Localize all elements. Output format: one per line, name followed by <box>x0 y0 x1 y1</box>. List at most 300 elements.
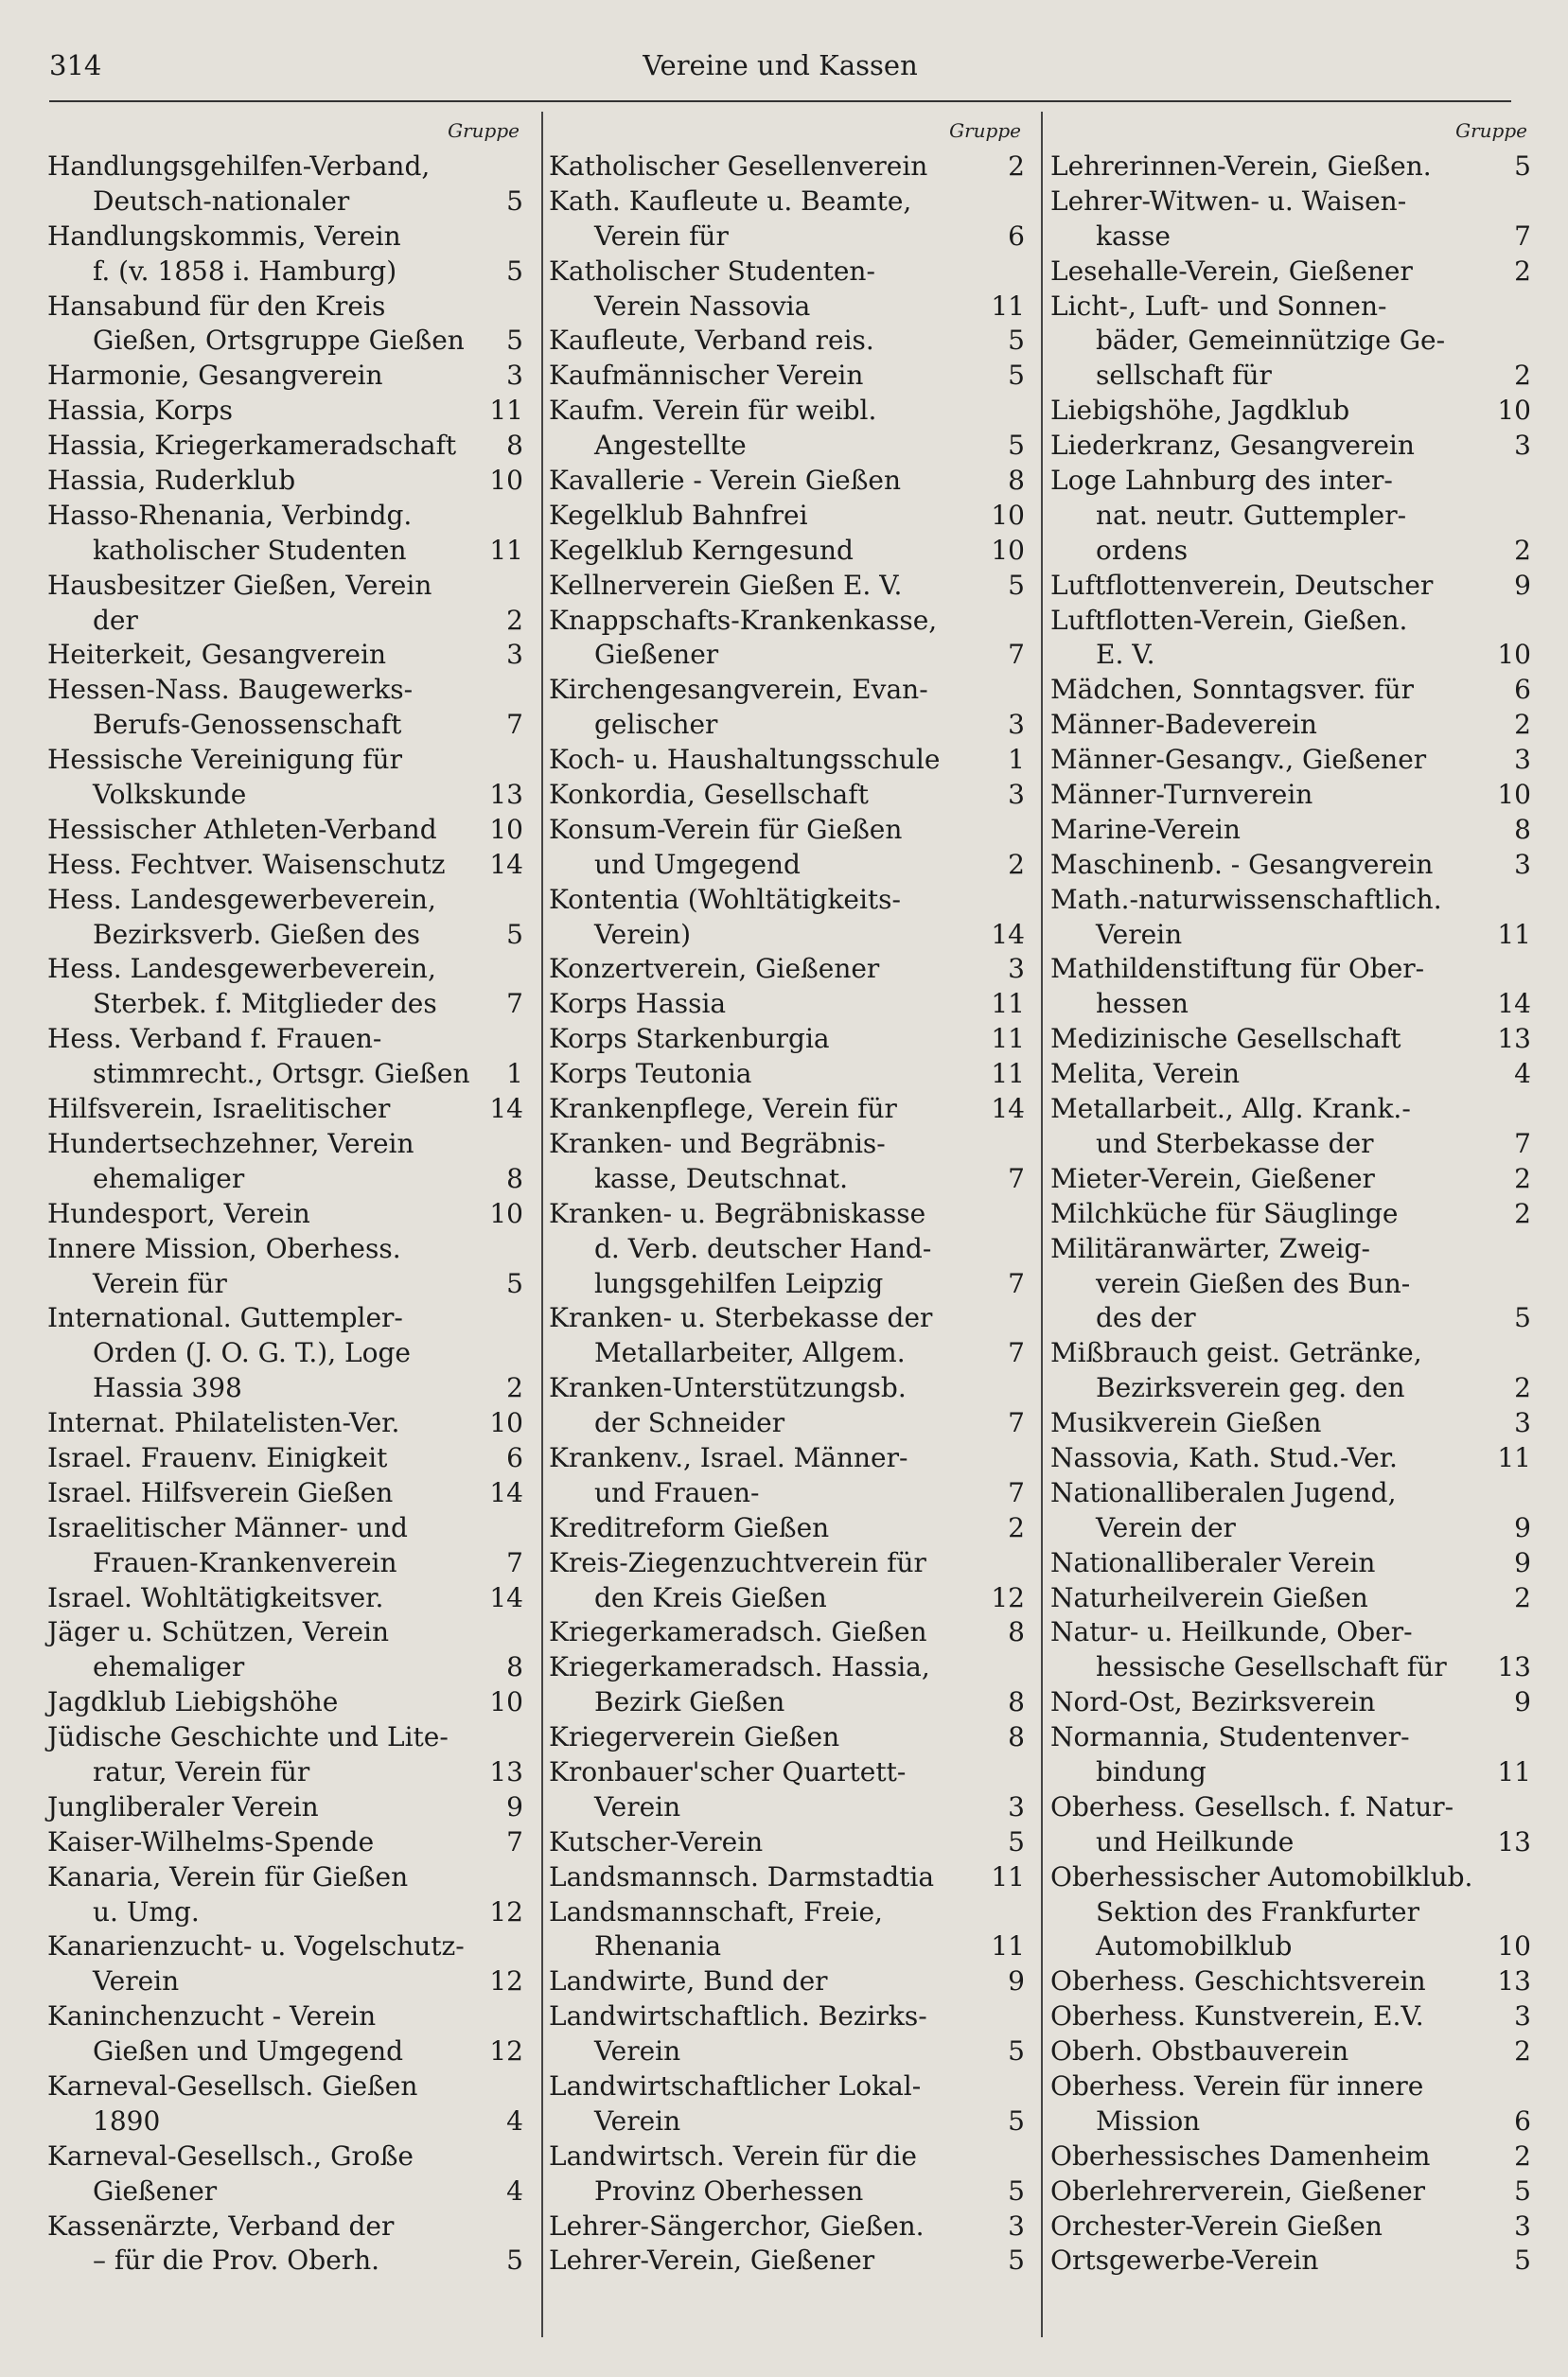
entry-name: Kaufm. Verein für weibl. <box>549 395 877 427</box>
group-number: 5 <box>506 185 523 217</box>
index-entry <box>1050 1162 1533 1197</box>
page-number: 314 <box>49 49 102 81</box>
entry-continuation: hessische Gesellschaft für <box>1096 1651 1447 1683</box>
index-entry <box>47 1615 525 1685</box>
index-entry <box>549 534 1027 569</box>
group-number: 9 <box>1008 1965 1025 1998</box>
entry-name: Hasso-Rhenania, Verbindg. <box>47 499 413 531</box>
entry-name: Korps Hassia <box>549 988 727 1020</box>
entry-name: Kreis-Ziegenzuchtverein für <box>549 1546 926 1578</box>
entry-name: Mißbrauch geist. Getränke, <box>1050 1337 1422 1369</box>
index-entry <box>47 1441 525 1476</box>
index-entry <box>549 1092 1027 1127</box>
entry-name: Handlungsgehilfen-Verband, <box>47 150 431 182</box>
index-entry <box>549 604 1027 674</box>
group-number: 5 <box>1514 1302 1531 1334</box>
entry-name: Luftflotten-Verein, Gießen. <box>1050 604 1408 636</box>
group-number: 2 <box>1008 1511 1025 1543</box>
group-number: 5 <box>1008 325 1025 357</box>
index-entry <box>549 2244 1027 2279</box>
index-entry <box>47 813 525 848</box>
group-number: 9 <box>1514 569 1531 601</box>
group-number: 7 <box>506 709 523 741</box>
entry-name: Lehrer-Sängerchor, Gießen. <box>549 2210 925 2242</box>
entry-name: Lehrerinnen-Verein, Gießen. <box>1050 150 1432 182</box>
column-divider <box>541 112 543 2337</box>
index-entry <box>549 987 1027 1022</box>
entry-name: Harmonie, Gesangverein <box>47 360 383 392</box>
index-entry <box>549 1546 1027 1616</box>
group-number: 5 <box>506 1267 523 1299</box>
group-number: 10 <box>489 813 523 845</box>
entry-name: Kellnerverein Gießen E. V. <box>549 569 903 601</box>
entry-continuation: hessen <box>1096 988 1189 1020</box>
entry-name: Naturheilverein Gießen <box>1050 1581 1368 1613</box>
group-column-label: Gruppe <box>448 119 520 142</box>
group-number: 7 <box>1514 1127 1531 1159</box>
entry-name: Melita, Verein <box>1050 1058 1241 1090</box>
entry-name: Lesehalle-Verein, Gießener <box>1050 255 1413 287</box>
index-entry <box>549 2139 1027 2210</box>
index-entry <box>549 1999 1027 2069</box>
entry-list <box>47 150 525 2279</box>
entry-name: Männer-Turnverein <box>1050 779 1313 811</box>
group-number: 4 <box>506 2104 523 2137</box>
group-number: 14 <box>991 1093 1025 1125</box>
group-number: 7 <box>1008 1407 1025 1439</box>
group-number: 14 <box>489 1093 523 1125</box>
index-entry <box>47 1406 525 1441</box>
entry-name: International. Guttempler- <box>47 1302 403 1334</box>
entry-name: Kriegerkameradsch. Gießen <box>549 1616 927 1648</box>
index-entry <box>1050 673 1533 708</box>
entry-continuation: gelischer <box>594 709 718 741</box>
entry-name: Hessischer Athleten-Verband <box>47 813 437 845</box>
entry-name: Hess. Verband f. Frauen- <box>47 1023 382 1055</box>
entry-name: Natur- u. Heilkunde, Ober- <box>1050 1616 1413 1648</box>
index-entry <box>1050 708 1533 743</box>
entry-continuation: Frauen-Krankenverein <box>93 1546 397 1578</box>
index-entry <box>549 1057 1027 1092</box>
entry-continuation: u. Umg. <box>93 1895 200 1928</box>
entry-name: Luftflottenverein, Deutscher <box>1050 569 1434 601</box>
group-number: 2 <box>1514 255 1531 287</box>
index-entry <box>1050 2210 1533 2245</box>
group-number: 5 <box>1514 150 1531 182</box>
group-number: 7 <box>1008 1337 1025 1369</box>
group-number: 5 <box>506 918 523 950</box>
group-number: 10 <box>489 1686 523 1718</box>
entry-continuation: Rhenania <box>594 1930 722 1963</box>
entry-continuation: kasse <box>1096 220 1171 252</box>
entry-continuation: Provinz Oberhessen <box>594 2175 864 2207</box>
index-entry <box>549 1371 1027 1441</box>
index-entry <box>1050 1615 1533 1685</box>
entry-name: Konzertverein, Gießener <box>549 953 880 985</box>
index-entry <box>549 1127 1027 1197</box>
group-number: 5 <box>1008 2035 1025 2068</box>
index-entry <box>47 1790 525 1825</box>
index-entry <box>549 1825 1027 1860</box>
entry-list <box>1050 150 1533 2279</box>
index-entry <box>1050 1197 1533 1232</box>
entry-continuation: Deutsch-nationaler <box>93 185 350 217</box>
group-number: 10 <box>991 499 1025 531</box>
index-entry <box>1050 1546 1533 1581</box>
entry-name: Liederkranz, Gesangverein <box>1050 430 1415 462</box>
entry-continuation: ehemaliger <box>93 1651 245 1683</box>
index-entry <box>549 673 1027 743</box>
group-number: 5 <box>1008 2175 1025 2207</box>
index-entry <box>47 464 525 499</box>
entry-name: Israelitischer Männer- und <box>47 1511 408 1543</box>
index-entry <box>1050 394 1533 429</box>
group-number: 13 <box>489 779 523 811</box>
entry-continuation: des der <box>1096 1302 1196 1334</box>
group-number: 3 <box>1008 709 1025 741</box>
index-entry <box>549 1860 1027 1895</box>
index-entry <box>47 1197 525 1232</box>
entry-name: Lehrer-Verein, Gießener <box>549 2245 875 2277</box>
entry-name: Hassia, Kriegerkameradschaft <box>47 430 457 462</box>
entry-name: Math.-naturwissenschaftlich. <box>1050 883 1442 915</box>
group-number: 11 <box>991 1860 1025 1893</box>
entry-name: Korps Teutonia <box>549 1058 752 1090</box>
index-entry <box>47 290 525 360</box>
entry-name: Oberlehrerverein, Gießener <box>1050 2175 1426 2207</box>
index-entry <box>47 673 525 743</box>
entry-name: Milchküche für Säuglinge <box>1050 1197 1399 1229</box>
group-number: 3 <box>1514 2000 1531 2033</box>
entry-continuation: Volkskunde <box>93 779 247 811</box>
entry-name: Hilfsverein, Israelitischer <box>47 1093 391 1125</box>
index-entry <box>47 394 525 429</box>
entry-list <box>549 150 1027 2279</box>
group-column-label: Gruppe <box>949 119 1021 142</box>
entry-name: Katholischer Studenten- <box>549 255 875 287</box>
entry-name: Israel. Frauenv. Einigkeit <box>47 1441 388 1473</box>
entry-name: Konsum-Verein für Gießen <box>549 813 903 845</box>
index-entry <box>47 1720 525 1790</box>
group-number: 14 <box>1497 988 1531 1020</box>
index-entry <box>47 1685 525 1720</box>
index-entry <box>1050 1964 1533 1999</box>
group-number: 7 <box>506 988 523 1020</box>
group-number: 14 <box>489 1476 523 1508</box>
entry-name: Kanarienzucht- u. Vogelschutz- <box>47 1930 465 1963</box>
index-entry <box>47 429 525 464</box>
index-entry <box>549 464 1027 499</box>
entry-name: Karneval-Gesellsch. Gießen <box>47 2069 418 2102</box>
entry-name: Israel. Hilfsverein Gießen <box>47 1476 394 1508</box>
group-number: 5 <box>1008 2245 1025 2277</box>
index-entry <box>47 1476 525 1511</box>
index-entry <box>1050 1581 1533 1616</box>
entry-name: Koch- u. Haushaltungsschule <box>549 744 941 776</box>
entry-name: Kriegerverein Gießen <box>549 1721 840 1753</box>
index-entry <box>47 1860 525 1930</box>
entry-name: Medizinische Gesellschaft <box>1050 1023 1401 1055</box>
index-entry <box>47 1092 525 1127</box>
group-number: 4 <box>506 2175 523 2207</box>
entry-continuation: und Frauen- <box>594 1476 760 1508</box>
entry-name: Orchester-Verein Gießen <box>1050 2210 1383 2242</box>
entry-name: Hassia, Ruderklub <box>47 465 296 497</box>
entry-name: Nationalliberalen Jugend, <box>1050 1476 1397 1508</box>
group-number: 2 <box>1008 150 1025 182</box>
entry-continuation: Sterbek. f. Mitglieder des <box>93 988 437 1020</box>
entry-continuation: Angestellte <box>594 430 747 462</box>
entry-name: Landwirtschaftlich. Bezirks- <box>549 2000 927 2033</box>
entry-continuation: ratur, Verein für <box>93 1755 310 1787</box>
group-number: 5 <box>506 325 523 357</box>
column-divider <box>1041 112 1043 2337</box>
group-number: 7 <box>506 1546 523 1578</box>
entry-name: Hassia, Korps <box>47 395 233 427</box>
group-number: 11 <box>489 534 523 566</box>
index-entry <box>1050 604 1533 674</box>
index-entry <box>1050 2139 1533 2175</box>
index-entry <box>549 1441 1027 1511</box>
entry-name: Oberhess. Verein für innere <box>1050 2069 1424 2102</box>
column-2 <box>549 112 1027 2345</box>
entry-name: Krankenv., Israel. Männer- <box>549 1441 908 1473</box>
group-number: 6 <box>1008 220 1025 252</box>
entry-name: Oberh. Obstbauverein <box>1050 2035 1349 2068</box>
group-number: 6 <box>1514 674 1531 706</box>
group-number: 8 <box>506 430 523 462</box>
entry-continuation: d. Verb. deutscher Hand- <box>594 1232 932 1264</box>
index-entry <box>1050 569 1533 604</box>
index-entry <box>47 743 525 813</box>
group-number: 12 <box>489 1965 523 1998</box>
index-entry <box>1050 1057 1533 1092</box>
group-number: 7 <box>1008 1162 1025 1194</box>
index-entry <box>549 569 1027 604</box>
entry-name: Jäger u. Schützen, Verein <box>47 1616 390 1648</box>
group-number: 3 <box>506 639 523 671</box>
index-entry <box>47 569 525 639</box>
entry-name: Hundesport, Verein <box>47 1197 310 1229</box>
group-number: 10 <box>1497 395 1531 427</box>
index-entry <box>549 778 1027 813</box>
entry-name: Landsmannschaft, Freie, <box>549 1895 883 1928</box>
entry-continuation: stimmrecht., Ortsgr. Gießen <box>93 1058 470 1090</box>
entry-name: Jungliberaler Verein <box>47 1790 319 1822</box>
entry-name: Musikverein Gießen <box>1050 1407 1322 1439</box>
group-number: 11 <box>991 1058 1025 1090</box>
entry-continuation: Mission <box>1096 2104 1201 2137</box>
group-number: 12 <box>489 1895 523 1928</box>
entry-continuation: lungsgehilfen Leipzig <box>594 1267 884 1299</box>
entry-name: Ortsgewerbe-Verein <box>1050 2245 1319 2277</box>
entry-name: Kranken-Unterstützungsb. <box>549 1372 907 1404</box>
entry-name: Kirchengesangverein, Evan- <box>549 674 928 706</box>
group-number: 5 <box>1514 2245 1531 2277</box>
entry-continuation: Berufs-Genossenschaft <box>93 709 402 741</box>
group-number: 7 <box>1008 1267 1025 1299</box>
group-number: 10 <box>1497 639 1531 671</box>
index-entry <box>47 1929 525 1999</box>
entry-continuation: den Kreis Gießen <box>594 1581 827 1613</box>
group-number: 2 <box>1514 709 1531 741</box>
entry-continuation: Verein <box>1096 918 1183 950</box>
entry-continuation: Gießen und Umgegend <box>93 2035 404 2068</box>
entry-name: Kanaria, Verein für Gießen <box>47 1860 409 1893</box>
group-number: 8 <box>1008 1616 1025 1648</box>
entry-name: Metallarbeit., Allg. Krank.- <box>1050 1093 1411 1125</box>
index-entry <box>549 2069 1027 2139</box>
group-number: 10 <box>489 1407 523 1439</box>
group-number: 11 <box>991 988 1025 1020</box>
group-number: 3 <box>1514 744 1531 776</box>
entry-name: Internat. Philatelisten-Ver. <box>47 1407 400 1439</box>
entry-continuation: – für die Prov. Oberh. <box>93 2245 380 2277</box>
entry-continuation: Verein) <box>594 918 692 950</box>
group-number: 10 <box>1497 1930 1531 1963</box>
entry-name: Hausbesitzer Gießen, Verein <box>47 569 432 601</box>
index-entry <box>1050 1790 1533 1860</box>
entry-name: Oberhess. Kunstverein, E.V. <box>1050 2000 1424 2033</box>
index-entry <box>1050 1860 1533 1965</box>
index-entry <box>1050 778 1533 813</box>
entry-name: Männer-Badeverein <box>1050 709 1317 741</box>
entry-continuation: Hassia 398 <box>93 1372 242 1404</box>
entry-continuation: Verein für <box>93 1267 227 1299</box>
index-entry <box>549 1650 1027 1720</box>
index-entry <box>1050 255 1533 290</box>
entry-name: Konkordia, Gesellschaft <box>549 779 869 811</box>
index-entry <box>549 1895 1027 1965</box>
group-number: 3 <box>1514 1407 1531 1439</box>
entry-name: Landwirte, Bund der <box>549 1965 828 1998</box>
index-entry <box>47 2139 525 2210</box>
group-number: 8 <box>1008 1686 1025 1718</box>
entry-name: Mädchen, Sonntagsver. für <box>1050 674 1415 706</box>
entry-name: Jüdische Geschichte und Lite- <box>47 1721 449 1753</box>
entry-continuation: Verein <box>594 2104 681 2137</box>
index-entry <box>1050 952 1533 1022</box>
entry-continuation: bäder, Gemeinnützige Ge- <box>1096 325 1446 357</box>
entry-name: Kutscher-Verein <box>549 1825 764 1858</box>
entry-name: Jagdklub Liebigshöhe <box>47 1686 339 1718</box>
group-number: 11 <box>991 290 1025 322</box>
group-number: 5 <box>1514 2175 1531 2207</box>
group-number: 2 <box>1514 2035 1531 2068</box>
entry-name: Kriegerkameradsch. Hassia, <box>549 1651 930 1683</box>
group-number: 4 <box>1514 1058 1531 1090</box>
index-entry <box>1050 1720 1533 1790</box>
entry-continuation: Orden (J. O. G. T.), Loge <box>93 1337 411 1369</box>
entry-name: Karneval-Gesellsch., Große <box>47 2139 414 2172</box>
entry-name: Mieter-Verein, Gießener <box>1050 1162 1375 1194</box>
group-number: 13 <box>489 1755 523 1787</box>
entry-name: Kaiser-Wilhelms-Spende <box>47 1825 375 1858</box>
entry-name: Nationalliberaler Verein <box>1050 1546 1376 1578</box>
index-entry <box>47 1825 525 1860</box>
entry-name: Hansabund für den Kreis <box>47 290 386 322</box>
group-number: 14 <box>489 1581 523 1613</box>
entry-continuation: Gießener <box>93 2175 218 2207</box>
index-entry <box>1050 2034 1533 2069</box>
index-entry <box>549 1964 1027 1999</box>
entry-name: Oberhessischer Automobilklub. <box>1050 1860 1473 1893</box>
index-entry <box>1050 743 1533 778</box>
group-number: 9 <box>1514 1546 1531 1578</box>
group-number: 13 <box>1497 1825 1531 1858</box>
index-entry <box>1050 1999 1533 2034</box>
entry-name: Israel. Wohltätigkeitsver. <box>47 1581 384 1613</box>
entry-name: Oberhessisches Damenheim <box>1050 2139 1431 2172</box>
column-1 <box>47 112 525 2345</box>
index-entry <box>47 1581 525 1616</box>
group-number: 5 <box>506 255 523 287</box>
column-3 <box>1050 112 1533 2345</box>
entry-continuation: Verein <box>594 1790 681 1822</box>
entry-name: Kaninchenzucht - Verein <box>47 2000 377 2033</box>
index-entry <box>1050 813 1533 848</box>
entry-continuation: f. (v. 1858 i. Hamburg) <box>93 255 397 287</box>
index-entry <box>47 499 525 569</box>
entry-name: Kaufmännischer Verein <box>549 360 864 392</box>
group-number: 8 <box>1008 1721 1025 1753</box>
index-entry <box>549 394 1027 464</box>
group-number: 13 <box>1497 1965 1531 1998</box>
index-entry <box>47 1999 525 2069</box>
entry-name: Hess. Landesgewerbeverein, <box>47 953 436 985</box>
index-entry <box>549 1615 1027 1650</box>
index-entry <box>47 638 525 673</box>
group-number: 5 <box>1008 430 1025 462</box>
entry-continuation: Bezirksverein geg. den <box>1096 1372 1405 1404</box>
group-number: 6 <box>1514 2104 1531 2137</box>
group-number: 5 <box>1008 360 1025 392</box>
entry-continuation: Verein <box>93 1965 180 1998</box>
entry-name: Männer-Gesangv., Gießener <box>1050 744 1427 776</box>
group-number: 2 <box>506 1372 523 1404</box>
entry-name: Kavallerie - Verein Gießen <box>549 465 902 497</box>
group-number: 11 <box>991 1023 1025 1055</box>
index-entry <box>549 1755 1027 1825</box>
entry-name: Hess. Fechtver. Waisenschutz <box>47 848 446 880</box>
entry-name: Oberhess. Gesellsch. f. Natur- <box>1050 1790 1454 1822</box>
group-number: 10 <box>991 534 1025 566</box>
index-entry <box>47 1022 525 1092</box>
page-header <box>49 49 1511 91</box>
index-entry <box>1050 1022 1533 1057</box>
index-entry <box>1050 1336 1533 1406</box>
entry-name: Kegelklub Kerngesund <box>549 534 854 566</box>
group-number: 3 <box>506 360 523 392</box>
entry-name: Marine-Verein <box>1050 813 1241 845</box>
group-number: 8 <box>506 1651 523 1683</box>
index-entry <box>1050 464 1533 569</box>
entry-name: Lehrer-Witwen- u. Waisen- <box>1050 185 1407 217</box>
entry-name: Kontentia (Wohltätigkeits- <box>549 883 902 915</box>
entry-name: Hess. Landesgewerbeverein, <box>47 883 436 915</box>
group-number: 3 <box>1514 430 1531 462</box>
index-entry <box>549 324 1027 359</box>
group-number: 7 <box>1514 220 1531 252</box>
entry-name: Kath. Kaufleute u. Beamte, <box>549 185 912 217</box>
group-number: 7 <box>1008 639 1025 671</box>
entry-name: Licht-, Luft- und Sonnen- <box>1050 290 1387 322</box>
group-number: 3 <box>1008 953 1025 985</box>
group-number: 2 <box>1514 2139 1531 2172</box>
entry-continuation: katholischer Studenten <box>93 534 407 566</box>
index-entry <box>549 1022 1027 1057</box>
group-number: 2 <box>506 604 523 636</box>
